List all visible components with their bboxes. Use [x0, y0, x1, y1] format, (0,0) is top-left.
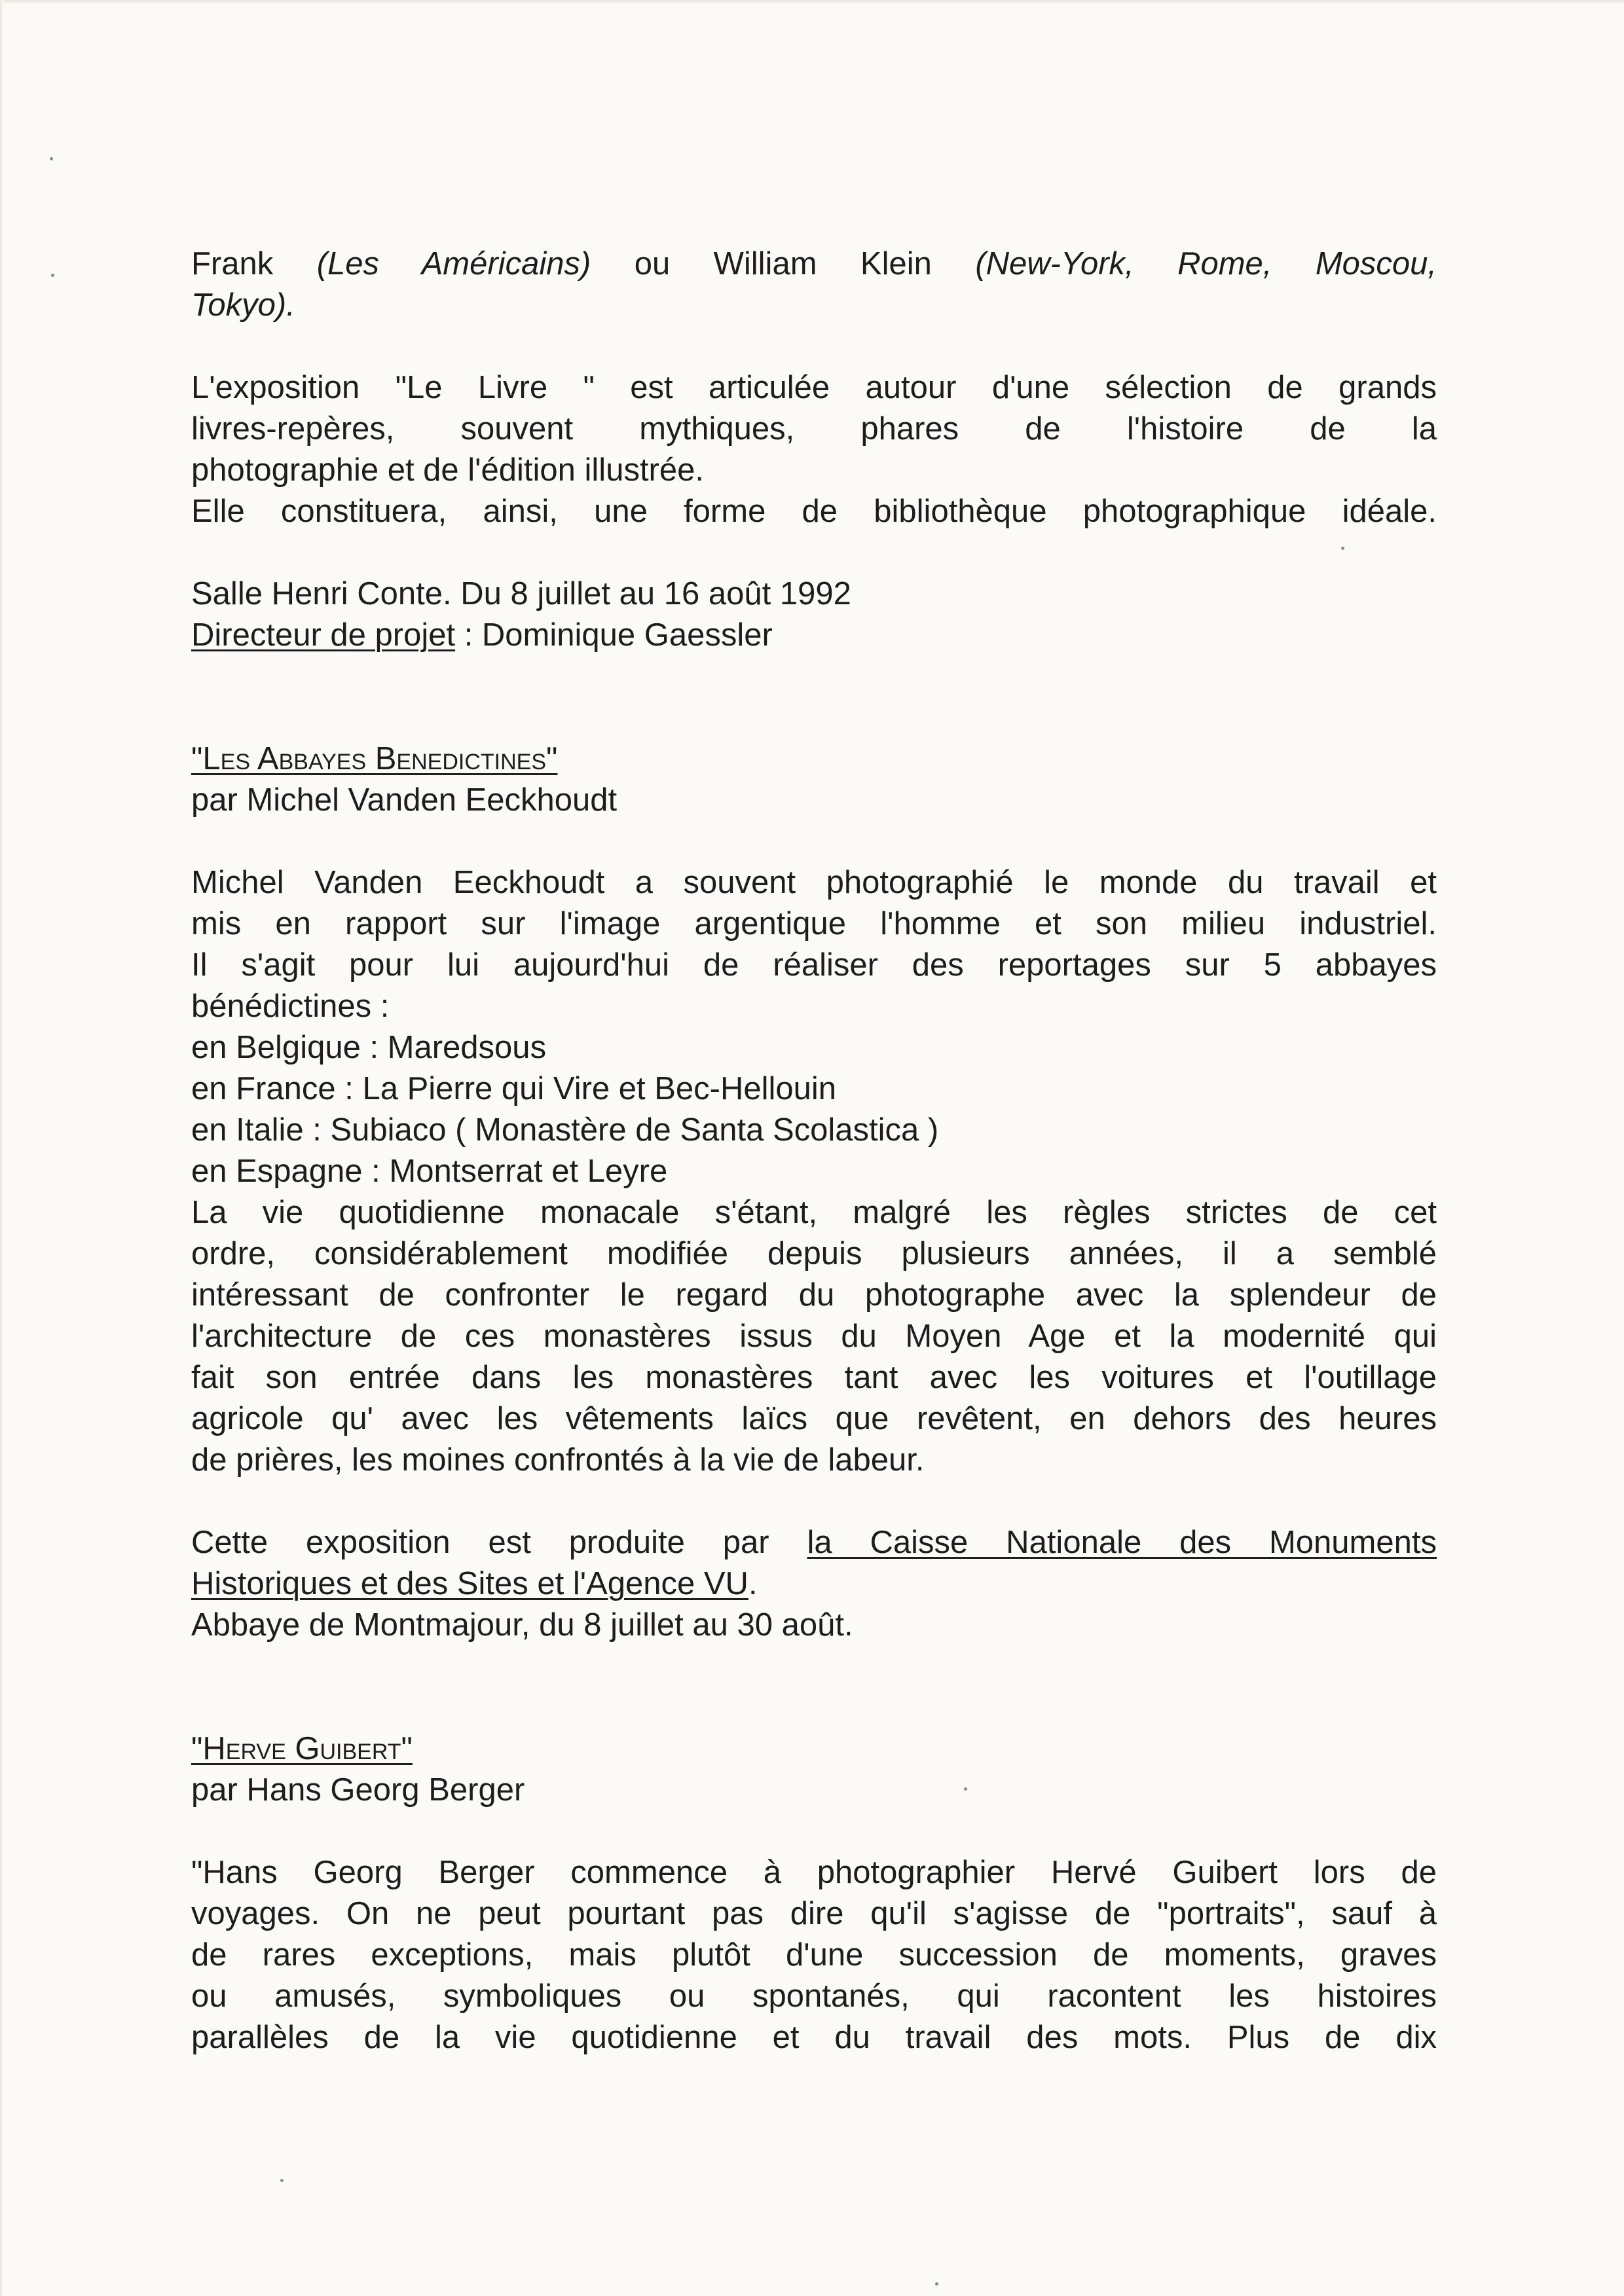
- list-item: en Belgique : Maredsous: [191, 1030, 547, 1065]
- text-line: La vie quotidienne monacale s'étant, malgré les règles strictes de cet: [191, 1195, 1437, 1230]
- venue-line: Abbaye de Montmajour, du 8 juillet au 30 août.: [191, 1607, 853, 1643]
- text-line: ou amusés, symboliques ou spontanés, qui racontent les histoires: [191, 1978, 1437, 2014]
- project-director-label: Directeur de projet: [191, 617, 456, 653]
- project-director-value: : Dominique Gaessler: [455, 617, 773, 653]
- paragraph-frank-klein: [191, 244, 1437, 326]
- scan-edge-top: [0, 0, 1624, 4]
- text-run: .: [748, 1566, 758, 1601]
- text-line: "Hans Georg Berger commence à photographier Hervé Guibert lors de: [191, 1855, 1437, 1890]
- text-line: intéressant de confronter le regard du photographe avec la splendeur de: [191, 1277, 1437, 1313]
- text-line: mis en rapport sur l'image argentique l'homme et son milieu industriel.: [191, 906, 1437, 941]
- scan-speck: [935, 2282, 938, 2286]
- list-item: en France : La Pierre qui Vire et Bec-Hellouin: [191, 1071, 837, 1106]
- book-title-italic: (Les Américains): [316, 246, 591, 282]
- text-line: [191, 1522, 1437, 1563]
- text-line: agricole qu' avec les vêtements laïcs que revêtent, en dehors des heures: [191, 1401, 1437, 1436]
- section-byline: par Michel Vanden Eeckhoudt: [191, 782, 618, 818]
- text-line: de rares exceptions, mais plutôt d'une succession de moments, graves: [191, 1937, 1437, 1973]
- paragraph-venue-le-livre: [191, 574, 1437, 656]
- producer-name: la Caisse Nationale des Monuments: [807, 1525, 1437, 1560]
- text-run: Cette exposition est produite par: [191, 1525, 807, 1560]
- section-herve-guibert: [191, 1728, 1437, 2058]
- text-line: photographie et de l'édition illustrée.: [191, 452, 704, 488]
- text-line: parallèles de la vie quotidienne et du travail des mots. Plus de dix: [191, 2020, 1437, 2055]
- scan-speck: [51, 274, 54, 277]
- list-item: en Espagne : Montserrat et Leyre: [191, 1154, 668, 1189]
- producer-name: Historiques et des Sites et l'Agence VU: [191, 1566, 748, 1601]
- text-line: l'architecture de ces monastères issus du Moyen Age et la modernité qui: [191, 1319, 1437, 1354]
- text-line: voyages. On ne peut pourtant pas dire qu'il s'agisse de "portraits", sauf à: [191, 1896, 1437, 1931]
- section-abbayes-benedictines: [191, 738, 1437, 1646]
- text-line: [191, 1563, 1437, 1605]
- text-line: [191, 244, 1437, 285]
- scan-speck: [280, 2179, 284, 2182]
- document-body: [191, 244, 1437, 2058]
- section-title: "Les Abbayes Benedictines": [191, 741, 558, 776]
- text-line: Michel Vanden Eeckhoudt a souvent photographié le monde du travail et: [191, 865, 1437, 900]
- text-line: Tokyo).: [191, 287, 295, 323]
- scan-speck: [50, 157, 53, 160]
- text-run: Frank: [191, 246, 317, 282]
- paragraph-le-livre: [191, 367, 1437, 532]
- text-line: Salle Henri Conte. Du 8 juillet au 16 août 1992: [191, 576, 851, 611]
- section-title: "Herve Guibert": [191, 1731, 413, 1766]
- book-title-italic: (New-York, Rome, Moscou,: [975, 246, 1437, 282]
- list-item: en Italie : Subiaco ( Monastère de Santa Scolastica ): [191, 1112, 939, 1148]
- text-line: de prières, les moines confrontés à la vie de labeur.: [191, 1442, 925, 1478]
- text-line: [191, 615, 1437, 656]
- text-line: fait son entrée dans les monastères tant avec les voitures et l'outillage: [191, 1360, 1437, 1395]
- text-line: Il s'agit pour lui aujourd'hui de réaliser des reportages sur 5 abbayes: [191, 947, 1437, 983]
- text-line: ordre, considérablement modifiée depuis plusieurs années, il a semblé: [191, 1236, 1437, 1271]
- section-byline: par Hans Georg Berger: [191, 1772, 525, 1808]
- text-line: livres-repères, souvent mythiques, phares de l'histoire de la: [191, 411, 1437, 446]
- text-run: ou William Klein: [634, 246, 976, 282]
- text-line: L'exposition "Le Livre " est articulée autour d'une sélection de grands: [191, 370, 1437, 405]
- text-line: bénédictines :: [191, 989, 390, 1024]
- scan-edge-left: [0, 0, 3, 2296]
- text-line: Elle constituera, ainsi, une forme de bibliothèque photographique idéale.: [191, 494, 1437, 529]
